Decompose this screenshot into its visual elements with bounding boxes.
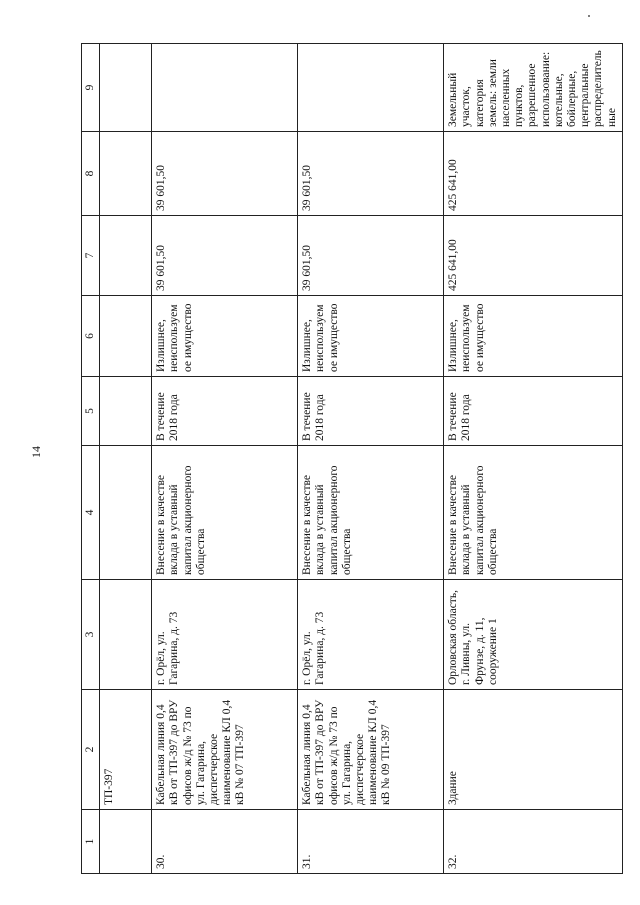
object-address (100, 580, 152, 690)
table-row (444, 44, 623, 874)
scan-speck (588, 15, 590, 17)
value-column-7: 425 641,00 (444, 216, 623, 296)
disposal-method: Внесение в качестве вклада в уставный капитал акционерного общества (298, 446, 444, 580)
object-name: ТП-397 (100, 690, 152, 810)
note (100, 44, 152, 132)
page-number: 14 (29, 446, 43, 458)
row-number (100, 810, 152, 874)
object-name: Кабельная линия 0,4 кВ от ТП-397 до ВРУ офисов ж/д № 73 по ул. Гагарина, диспетчерское наименование КЛ 0,4 кВ № 09 ТП-397 (298, 690, 444, 810)
table-row (100, 44, 152, 874)
disposal-reason (100, 296, 152, 377)
disposal-term (100, 377, 152, 446)
disposal-term: В течение 2018 года (152, 377, 298, 446)
disposal-reason: Излишнее, неиспользуемое имущество (152, 296, 298, 377)
object-address: г. Орёл, ул. Гагарина, д. 73 (298, 580, 444, 690)
value-column-8 (100, 132, 152, 216)
object-name: Здание (444, 690, 623, 810)
column-number: 4 (82, 446, 100, 580)
disposal-method: Внесение в качестве вклада в уставный капитал акционерного общества (444, 446, 623, 580)
column-number-row (82, 44, 100, 874)
value-column-7: 39 601,50 (298, 216, 444, 296)
row-number: 32. (444, 810, 623, 874)
row-number: 30. (152, 810, 298, 874)
row-number: 31. (298, 810, 444, 874)
value-column-8: 39 601,50 (152, 132, 298, 216)
value-column-8: 425 641,00 (444, 132, 623, 216)
disposal-reason: Излишнее, неиспользуемое имущество (444, 296, 623, 377)
column-number: 3 (82, 580, 100, 690)
table-row (152, 44, 298, 874)
object-address: Орловская область, г. Ливны, ул. Фрунзе, д. 11, сооружение 1 (444, 580, 623, 690)
rotated-table-container (81, 44, 618, 874)
column-number: 2 (82, 690, 100, 810)
column-number: 5 (82, 377, 100, 446)
object-address: г. Орёл, ул. Гагарина, д. 73 (152, 580, 298, 690)
note: Земельный участок, категория земель: земли населенных пунктов, разрешенное использование: котельные, бойлерные, центральные распределительные (444, 44, 623, 132)
disposal-term: В течение 2018 года (444, 377, 623, 446)
object-name: Кабельная линия 0,4 кВ от ТП-397 до ВРУ офисов ж/д № 73 по ул. Гагарина, диспетчерское наименование КЛ 0,4 кВ № 07 ТП-397 (152, 690, 298, 810)
column-number: 8 (82, 132, 100, 216)
property-table (81, 43, 623, 874)
table-row (298, 44, 444, 874)
value-column-8: 39 601,50 (298, 132, 444, 216)
column-number: 7 (82, 216, 100, 296)
value-column-7: 39 601,50 (152, 216, 298, 296)
column-number: 6 (82, 296, 100, 377)
disposal-method: Внесение в качестве вклада в уставный капитал акционерного общества (152, 446, 298, 580)
value-column-7 (100, 216, 152, 296)
column-number: 9 (82, 44, 100, 132)
note (298, 44, 444, 132)
note (152, 44, 298, 132)
disposal-reason: Излишнее, неиспользуемое имущество (298, 296, 444, 377)
disposal-method (100, 446, 152, 580)
disposal-term: В течение 2018 года (298, 377, 444, 446)
column-number: 1 (82, 810, 100, 874)
